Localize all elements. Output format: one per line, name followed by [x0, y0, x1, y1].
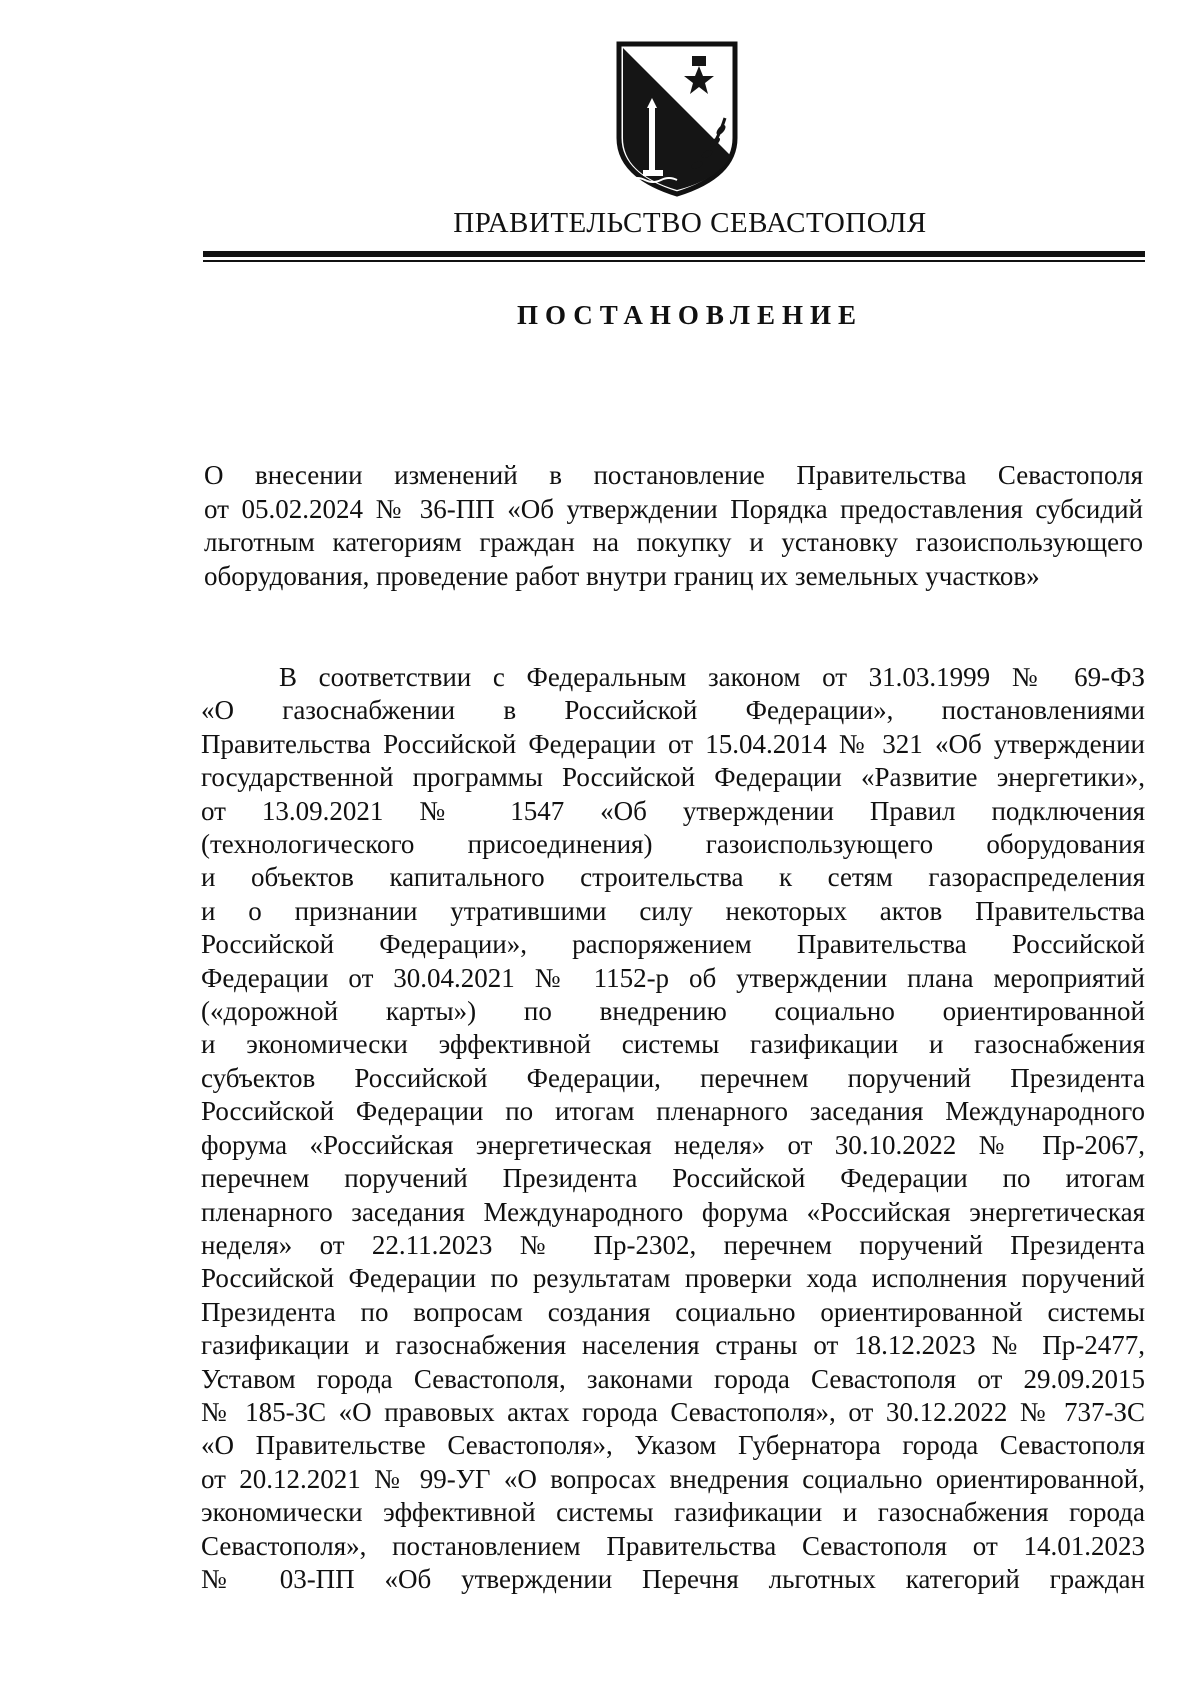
body-line: «О Правительстве Севастополя», Указом Губернатора города Севастополя	[201, 1430, 1145, 1461]
body-line: Севастополя», постановлением Правительства Севастополя от 14.01.2023	[201, 1530, 1145, 1561]
body-line: № 185-ЗС «О правовых актах города Севастополя», от 30.12.2022 № 737-ЗС	[201, 1396, 1145, 1427]
body-line: В соответствии с Федеральным законом от 31.03.1999 № 69-ФЗ	[279, 662, 1145, 692]
subject-line: оборудования, проведение работ внутри границ их земельных участков»	[204, 560, 1040, 591]
body-line: «О газоснабжении в Российской Федерации», постановлениями	[201, 695, 1145, 726]
body-line: Российской Федерации по результатам проверки хода исполнения поручений	[201, 1263, 1145, 1294]
body-line: форума «Российская энергетическая неделя» от 30.10.2022 № Пр-2067,	[201, 1129, 1145, 1160]
body-line: Федерации от 30.04.2021 № 1152-р об утверждении плана мероприятий	[201, 962, 1145, 993]
body-line: Правительства Российской Федерации от 15.04.2014 № 321 «Об утверждении	[201, 728, 1145, 759]
body-line: Уставом города Севастополя, законами города Севастополя от 29.09.2015	[201, 1363, 1145, 1394]
body-line: Российской Федерации по итогам пленарного заседания Международного	[201, 1096, 1145, 1127]
sevastopol-coat-of-arms-icon	[613, 38, 741, 198]
subject-line: О внесении изменений в постановление Правительства Севастополя	[204, 460, 1143, 490]
body-line: Президента по вопросам создания социально ориентированной системы	[201, 1296, 1145, 1327]
body-line: экономически эффективной системы газификации и газоснабжения города	[201, 1497, 1145, 1528]
body-line: («дорожной карты») по внедрению социально ориентированной	[201, 996, 1145, 1027]
document-type-heading: ПОСТАНОВЛЕНИЕ	[516, 300, 864, 330]
document-body	[201, 661, 1145, 1596]
body-line: государственной программы Российской Федерации «Развитие энергетики»,	[201, 762, 1145, 793]
body-line: перечнем поручений Президента Российской Федерации по итогам	[201, 1163, 1145, 1194]
body-line: от 20.12.2021 № 99-УГ «О вопросах внедрения социально ориентированной,	[201, 1463, 1145, 1494]
body-line: субъектов Российской Федерации, перечнем поручений Президента	[201, 1062, 1145, 1093]
document-subject	[204, 459, 1143, 593]
body-line: и объектов капитального строительства к сетям газораспределения	[201, 862, 1145, 893]
body-line: и экономически эффективной системы газификации и газоснабжения	[201, 1029, 1145, 1060]
body-line: Российской Федерации», распоряжением Правительства Российской	[201, 929, 1145, 960]
body-line: неделя» от 22.11.2023 № Пр-2302, перечнем поручений Президента	[201, 1229, 1145, 1260]
body-line: (технологического присоединения) газоиспользующего оборудования	[201, 829, 1145, 860]
body-line: № 03-ПП «Об утверждении Перечня льготных категорий граждан	[201, 1563, 1145, 1594]
header-rule-thin	[203, 260, 1145, 262]
body-line: пленарного заседания Международного форума «Российская энергетическая	[201, 1196, 1145, 1227]
organization-title: ПРАВИТЕЛЬСТВО СЕВАСТОПОЛЯ	[453, 207, 927, 239]
subject-line: льготным категориям граждан на покупку и установку газоиспользующего	[204, 527, 1143, 557]
body-line: газификации и газоснабжения населения страны от 18.12.2023 № Пр-2477,	[201, 1330, 1145, 1361]
header-rule-thick	[203, 251, 1145, 257]
subject-line: от 05.02.2024 № 36-ПП «Об утверждении Порядка предоставления субсидий	[204, 493, 1143, 524]
body-line: от 13.09.2021 № 1547 «Об утверждении Правил подключения	[201, 795, 1145, 826]
body-line: и о признании утратившими силу некоторых актов Правительства	[201, 895, 1145, 926]
